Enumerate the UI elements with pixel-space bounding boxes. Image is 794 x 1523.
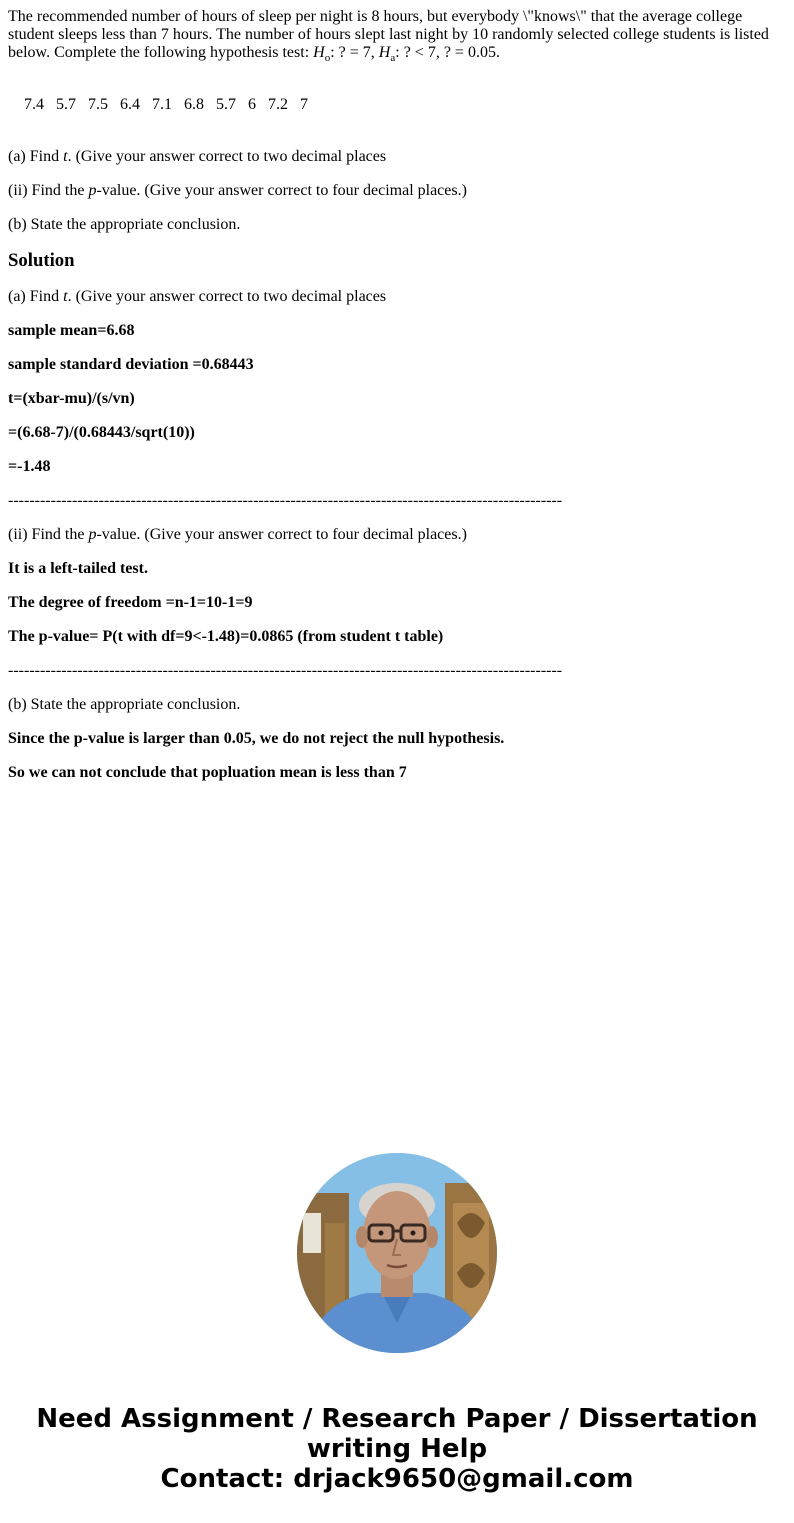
divider-line: --------------------------------------------------------------------------------------------------------	[8, 662, 563, 679]
ha-letter: H	[378, 44, 391, 61]
solution-line	[8, 764, 786, 782]
data-value: 6	[248, 96, 256, 113]
p-value-line: The p-value= P(t with df=9<-1.48)=0.0865 (from student t table)	[8, 628, 444, 645]
promo-banner	[0, 1404, 794, 1494]
promo-contact: Contact: drjack9650@gmail.com	[160, 1464, 634, 1494]
author-portrait-image	[297, 1153, 497, 1353]
data-value: 7.4	[24, 96, 44, 113]
solution-part-b-label: (b) State the appropriate conclusion.	[8, 696, 241, 713]
solution-part-a-label	[8, 288, 786, 306]
data-value: 5.7	[216, 96, 236, 113]
author-avatar	[297, 1153, 497, 1353]
data-value: 7	[300, 96, 308, 113]
test-type-line: It is a left-tailed test.	[8, 560, 148, 577]
ha-subscript: a	[390, 52, 396, 65]
question-part-b: (b) State the appropriate conclusion.	[8, 216, 241, 233]
part-a-variable: t	[63, 148, 68, 165]
h0-letter: H	[313, 44, 325, 61]
question-intro: The recommended number of hours of sleep per night is 8 hours, but everybody \"knows\" that the average college student sleeps less than 7 hours. The number of hours slept last night by 10 randomly selected college students is listed below. Complete the following hypothesis test:	[8, 8, 769, 61]
degrees-of-freedom-line: The degree of freedom =n-1=10-1=9	[8, 594, 253, 611]
solution-line	[8, 390, 786, 408]
t-result-line: =-1.48	[8, 458, 51, 475]
solution-part-ii-variable: p	[88, 526, 97, 543]
part-a-prefix: (a) Find	[8, 148, 64, 165]
solution-line	[8, 560, 786, 578]
solution-line	[8, 356, 786, 374]
t-substitution-line: =(6.68-7)/(0.68443/sqrt(10))	[8, 424, 195, 441]
data-value: 5.7	[56, 96, 76, 113]
solution-line	[8, 594, 786, 612]
sample-sd-line: sample standard deviation =0.68443	[8, 356, 254, 373]
data-value: 6.4	[120, 96, 140, 113]
promo-line-2: writing Help	[306, 1434, 488, 1464]
data-value: 7.1	[152, 96, 172, 113]
t-formula-line: t=(xbar-mu)/(s/vn)	[8, 390, 135, 407]
question-part-a	[8, 148, 786, 166]
data-value: 7.2	[268, 96, 288, 113]
conclusion-line-2: So we can not conclude that popluation mean is less than 7	[8, 764, 407, 781]
solution-line	[8, 730, 786, 748]
solution-line	[8, 628, 786, 646]
question-text	[8, 8, 786, 65]
data-value: 7.5	[88, 96, 108, 113]
solution-line	[8, 322, 786, 340]
divider-line: --------------------------------------------------------------------------------------------------------	[8, 492, 563, 509]
ha-rest: : ? < 7, ? = 0.05.	[395, 44, 500, 61]
part-a-suffix: . (Give your answer correct to two decimal places	[67, 148, 387, 165]
solution-line	[8, 458, 786, 476]
solution-part-a-suffix: . (Give your answer correct to two decimal places	[67, 288, 387, 305]
conclusion-line-1: Since the p-value is larger than 0.05, we do not reject the null hypothesis.	[8, 730, 505, 747]
solution-part-ii-suffix: -value. (Give your answer correct to four decimal places.)	[96, 526, 467, 543]
solution-part-a-prefix: (a) Find	[8, 288, 64, 305]
part-ii-variable: p	[88, 182, 97, 199]
document-content	[8, 8, 786, 798]
part-ii-prefix: (ii) Find the	[8, 182, 89, 199]
h0-rest: : ? = 7,	[330, 44, 379, 61]
data-value: 6.8	[184, 96, 204, 113]
part-ii-suffix: -value. (Give your answer correct to four decimal places.)	[96, 182, 467, 199]
solution-part-ii-label	[8, 526, 786, 544]
sample-mean-line: sample mean=6.68	[8, 322, 135, 339]
question-part-ii	[8, 182, 786, 200]
solution-part-a-variable: t	[63, 288, 68, 305]
solution-part-ii-prefix: (ii) Find the	[8, 526, 89, 543]
data-values-row	[8, 78, 786, 132]
solution-line	[8, 424, 786, 442]
solution-heading: Solution	[8, 250, 75, 271]
h0-subscript: o	[324, 52, 331, 65]
promo-line-1: Need Assignment / Research Paper / Dissertation	[36, 1404, 758, 1434]
